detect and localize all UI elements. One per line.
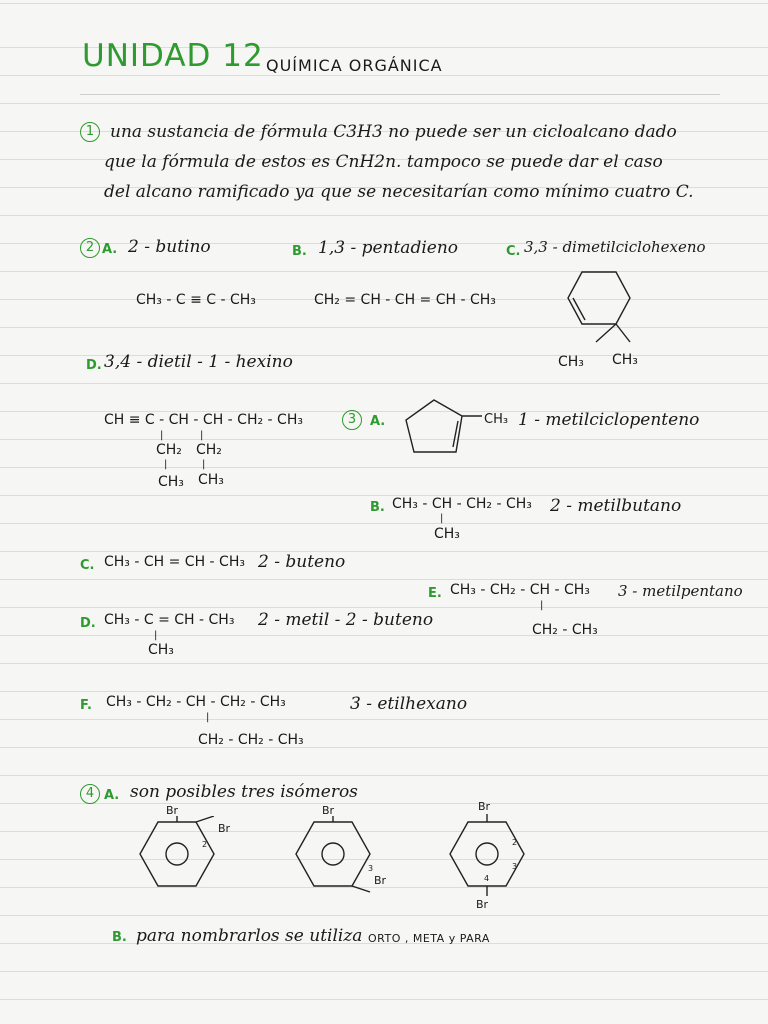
q3-f-formula: CH₃ - CH₂ - CH - CH₂ - CH₃: [106, 694, 286, 710]
q3-e-name: 3 - metilpentano: [618, 582, 743, 600]
iso1-pos: 2: [202, 840, 208, 849]
q3-a-label: A.: [370, 414, 386, 429]
q2-d-branch1: CH₂: [156, 442, 182, 458]
q3-b-formula: CH₃ - CH - CH₂ - CH₃: [392, 496, 532, 512]
q3-d-formula: CH₃ - C = CH - CH₃: [104, 612, 235, 628]
q1-line-1: una sustancia de fórmula C3H3 no puede ser un cicloalcano dado: [110, 122, 677, 142]
q3-d-label: D.: [80, 616, 96, 631]
q2-d-branch4: CH₃: [198, 472, 224, 488]
q3-d-branch: CH₃: [148, 642, 174, 658]
q3-f-name: 3 - etilhexano: [350, 694, 468, 714]
q3-d-bond: |: [154, 630, 158, 641]
q3-e-bond: |: [540, 600, 544, 611]
q2-c-name: 3,3 - dimetilciclohexeno: [524, 238, 706, 256]
q4-b-text: para nombrarlos se utiliza: [136, 926, 363, 946]
q3-a-sub: CH₃: [484, 412, 509, 427]
q1-line-3: del alcano ramificado ya que se necesitarían como mínimo cuatro C.: [104, 182, 694, 202]
q3-e-branch: CH₂ - CH₃: [532, 622, 598, 638]
q2-b-name: 1,3 - pentadieno: [318, 238, 459, 258]
subject-title: QUÍMICA ORGÁNICA: [266, 56, 443, 75]
q2-d-name: 3,4 - dietil - 1 - hexino: [104, 352, 293, 372]
q3-c-name: 2 - buteno: [258, 552, 346, 572]
q1-line-2: que la fórmula de estos es CnH2n. tampoco se puede dar el caso: [104, 152, 663, 172]
q2-a-label: A.: [102, 242, 118, 257]
cyclohexene-structure: [552, 268, 642, 348]
q3-b-name: 2 - metilbutano: [550, 496, 682, 516]
q2-d-formula: CH ≡ C - CH - CH - CH₂ - CH₃: [104, 412, 303, 428]
q4-a-text: son posibles tres isómeros: [130, 782, 358, 802]
iso2-pos: 3: [368, 864, 374, 873]
q3-c-formula: CH₃ - CH = CH - CH₃: [104, 554, 245, 570]
q1-number: 1: [80, 122, 100, 142]
q2-d-bond2: |: [200, 430, 204, 441]
benzene-para-structure: [440, 812, 540, 908]
q3-a-name: 1 - metilciclopenteno: [518, 410, 700, 430]
benzene-ortho-structure: [130, 816, 230, 896]
iso3-br2: Br: [476, 898, 489, 911]
q3-b-label: B.: [370, 500, 385, 515]
benzene-meta-structure: [286, 816, 386, 896]
q3-f-bond: |: [206, 712, 210, 723]
q2-a-formula: CH₃ - C ≡ C - CH₃: [136, 292, 256, 308]
q2-c-label: C.: [506, 244, 521, 259]
header-underline: [80, 94, 720, 95]
unit-title: UNIDAD 12: [82, 38, 264, 74]
q2-a-name: 2 - butino: [128, 237, 211, 257]
q2-d-label: D.: [86, 358, 102, 373]
q2-d-bond4: |: [202, 459, 206, 470]
q3-e-formula: CH₃ - CH₂ - CH - CH₃: [450, 582, 590, 598]
iso3-pos3: 3: [512, 862, 518, 871]
q3-f-branch: CH₂ - CH₂ - CH₃: [198, 732, 304, 748]
iso1-br2: Br: [218, 822, 231, 835]
q3-number: 3: [342, 410, 362, 430]
iso3-br1: Br: [478, 800, 491, 813]
iso2-br2: Br: [374, 874, 387, 887]
q2-d-bond1: |: [160, 430, 164, 441]
q2-c-sub-left: CH₃: [558, 354, 584, 370]
q2-number: 2: [80, 238, 100, 258]
q2-d-branch2: CH₂: [196, 442, 222, 458]
q4-number: 4: [80, 784, 100, 804]
q3-f-label: F.: [80, 698, 92, 713]
q4-b-label: B.: [112, 930, 127, 945]
q2-b-label: B.: [292, 244, 307, 259]
iso2-br1: Br: [322, 804, 335, 817]
q2-d-branch3: CH₃: [158, 474, 184, 490]
q3-d-name: 2 - metil - 2 - buteno: [258, 610, 434, 630]
cyclopentene-structure: [400, 394, 490, 464]
q2-d-bond3: |: [164, 459, 168, 470]
q2-b-formula: CH₂ = CH - CH = CH - CH₃: [314, 292, 496, 308]
q3-b-bond: |: [440, 513, 444, 524]
q4-a-label: A.: [104, 788, 120, 803]
iso3-pos4: 4: [484, 874, 490, 883]
iso1-br1: Br: [166, 804, 179, 817]
q3-c-label: C.: [80, 558, 95, 573]
iso3-pos2: 2: [512, 838, 518, 847]
q3-b-branch: CH₃: [434, 526, 460, 542]
q3-e-label: E.: [428, 586, 442, 601]
q4-b-terms: ORTO , META y PARA: [368, 932, 490, 945]
q2-c-sub-right: CH₃: [612, 352, 638, 368]
